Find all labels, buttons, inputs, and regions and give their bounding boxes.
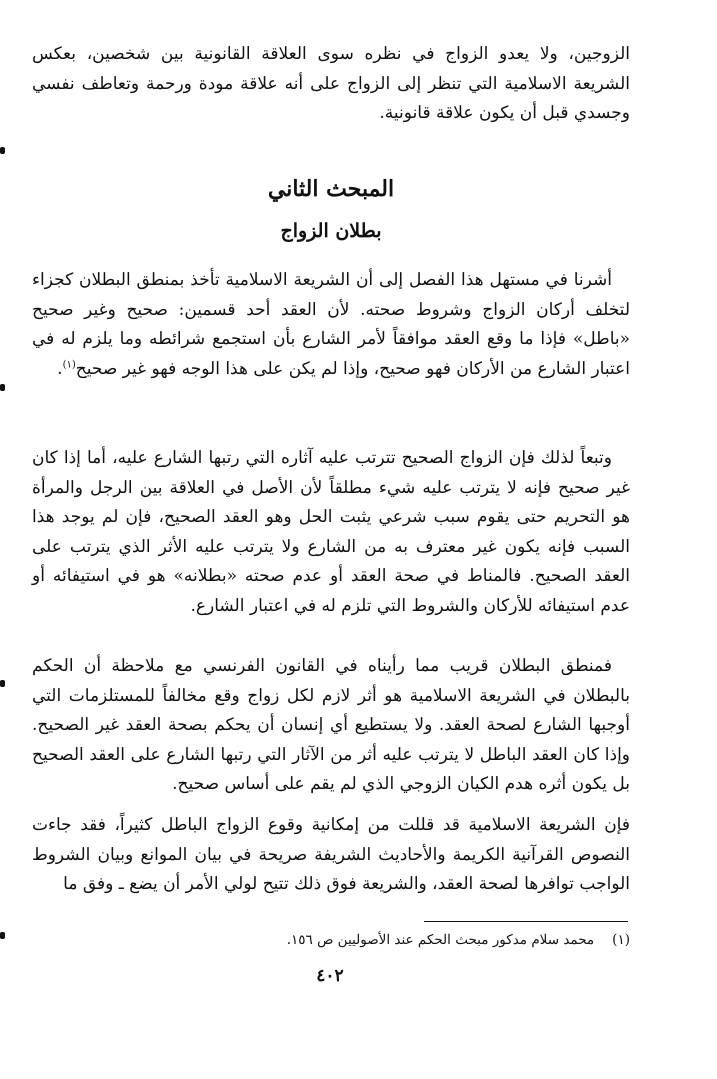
footnote-number: (١) [612, 932, 630, 948]
page-number: ٤٠٢ [316, 966, 344, 986]
footnote-text: محمد سلام مدكور مبحث الحكم عند الأصوليين ص ١٥٦. [286, 932, 595, 948]
paragraph-3: فمنطق البطلان قريب مما رأيناه في القانون الفرنسي مع ملاحظة أن الحكم بالبطلان في الشريعة الاسلامية هو أثر لازم لكل زواج وقع مخالفاً للمستلزمات التي أوجبها الشارع لصحة العقد. ولا يستطيع أي إنسان أن يحكم بصحة العقد غير الصحيح. وإذا كان العقد الباطل لا يترتب عليه أثر من الآثار التي رتبها الشارع على العقد الصحيح بل يكون أثره هدم الكيان الزوجي الذي لم يقم على أساس صحيح. [32, 656, 630, 794]
section-title: المبحث الثاني [267, 176, 395, 202]
footnote-divider [424, 921, 628, 922]
paragraph-2-block [32, 444, 630, 621]
footnote-reference: (١) [62, 358, 76, 370]
paragraph-2: وتبعاً لذلك فإن الزواج الصحيح تترتب عليه آثاره التي رتبها الشارع عليه، أما إذا كان غير صحيح فإنه لا يترتب عليه شيء مطلقاً لأن الأصل في العلاقة بين الرجل والمرأة هو التحريم حتى يقوم سبب شرعي يثبت الحل وهو العقد الصحيح، فإن لم يوجد هذا السبب فإنه يكون غير معترف به من الشارع ولا يترتب عليه الأثر الذي يترتب على العقد الصحيح. فالمناط في صحة العقد أو عدم صحته «بطلانه» هو في استيفائه أو عدم استيفائه للأركان والشروط التي تلزم له في اعتبار الشارع. [32, 448, 630, 616]
margin-mark [0, 384, 5, 391]
paragraph-1: أشرنا في مستهل هذا الفصل إلى أن الشريعة الاسلامية تأخذ بمنطق البطلان كجزاء لتخلف أركان الزواج وشروط صحته. لأن العقد أحد قسمين: صحيح وغير صحيح «باطل» فإذا ما وقع العقد موافقاً لأمر الشارع بأن استجمع شرائطه وما يلزم له في اعتبار الشارع من الأركان فهو صحيح، وإذا لم يكن على هذا الوجه فهو غير صحيح$^{(١)}$. [32, 270, 630, 379]
margin-mark [0, 147, 5, 154]
paragraph-4: فإن الشريعة الاسلامية قد قللت من إمكانية وقوع الزواج الباطل كثيراً، فقد جاءت النصوص القرآنية الكريمة والأحاديث الشريفة صريحة في بيان الموانع وبيان الشروط الواجب توافرها لصحة العقد، والشريعة فوق ذلك تتيح لولي الأمر أن يضع ـ وفق ما [32, 815, 630, 894]
footnote [32, 932, 630, 948]
section-subtitle: بطلان الزواج [280, 220, 382, 242]
paragraph-1-block [32, 266, 630, 384]
top-paragraph: الزوجين، ولا يعدو الزواج في نظره سوى العلاقة القانونية بين شخصين، بعكس الشريعة الاسلامية التي تنظر إلى الزواج على أنه علاقة مودة ورحمة وتعاطف نفسي وجسدي قبل أن يكون علاقة قانونية. [32, 44, 630, 123]
paragraph-3-block [32, 652, 630, 800]
margin-mark [0, 932, 5, 939]
top-paragraph-block [32, 40, 630, 129]
paragraph-1-text: أشرنا في مستهل هذا الفصل إلى أن الشريعة الاسلامية تأخذ بمنطق البطلان كجزاء لتخلف أركان الزواج وشروط صحته. لأن العقد أحد قسمين: صحيح وغير صحيح «باطل» فإذا ما وقع العقد موافقاً لأمر الشارع بأن استجمع شرائطه وما يلزم له في اعتبار الشارع من الأركان فهو صحيح، وإذا لم يكن على هذا الوجه فهو غير صحيح [32, 270, 630, 379]
margin-mark [0, 680, 5, 687]
paragraph-4-block [32, 811, 630, 900]
